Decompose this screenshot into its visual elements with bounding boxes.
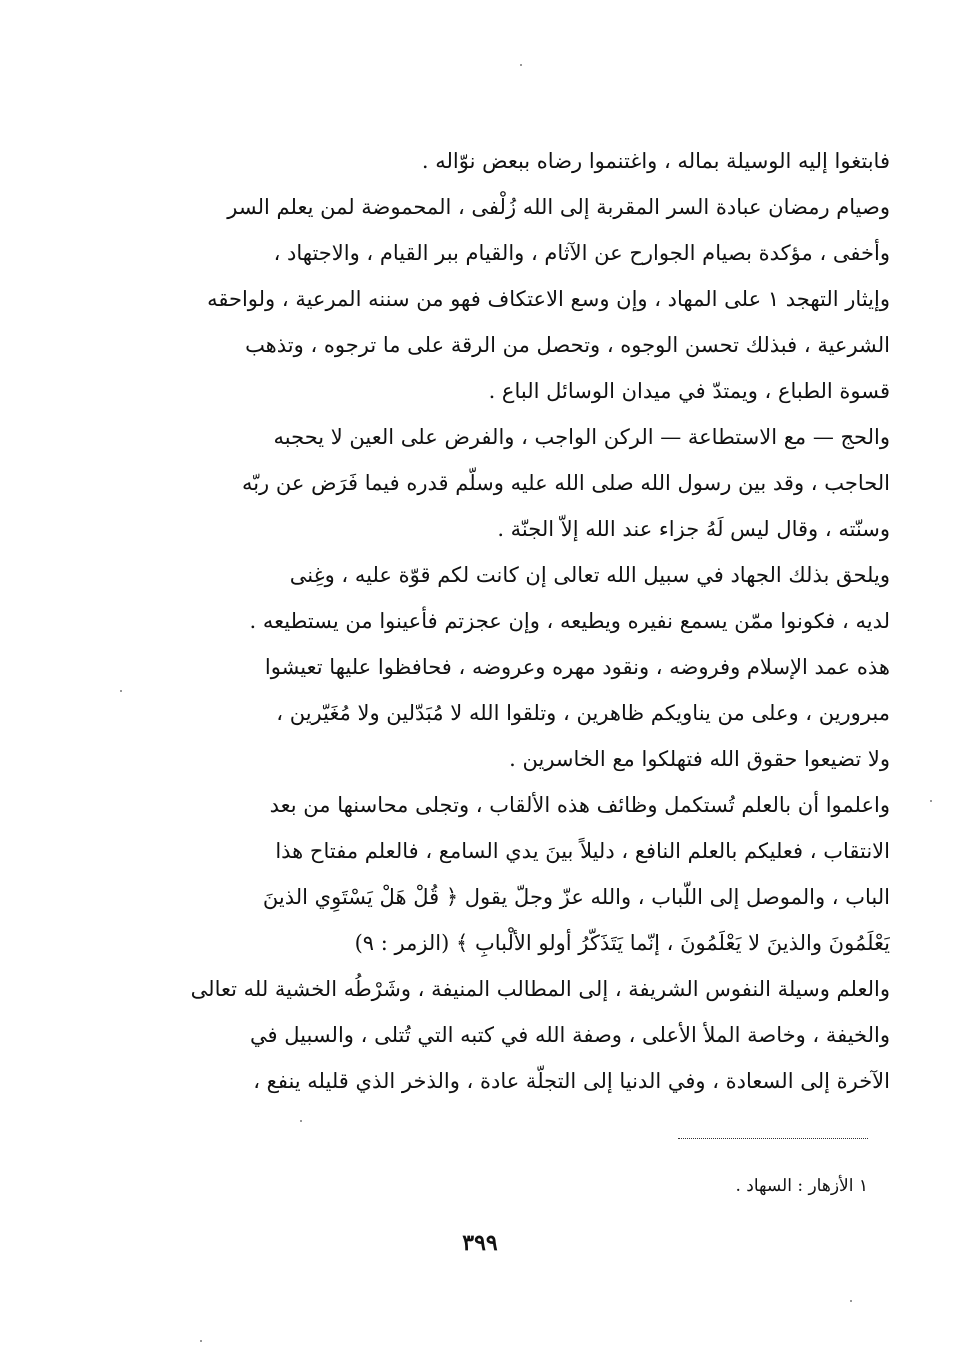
- scan-speck: [850, 1300, 852, 1302]
- scan-speck: [200, 1340, 202, 1342]
- body-line: الحاجب ، وقد بين رسول الله صلى الله عليه وسلّم قدره فيما فَرَض عن ربّه: [241, 471, 890, 495]
- body-line: واعلموا أن بالعلم تُستكمل وظائف هذه الألقاب ، وتجلى محاسنها من بعد: [269, 793, 890, 817]
- body-text: [160, 138, 890, 1104]
- body-line: لديه ، فكونوا ممّن يسمع نفيره ويطيعه ، وإن عجزتم فأعينوا من يستطيعه .: [249, 609, 890, 633]
- body-line: وأخفى ، مؤكدة بصيام الجوارح عن الآثام ، والقيام ببر القيام ، والاجتهاد ،: [273, 241, 890, 265]
- body-line: الانتقاب ، فعليكم بالعلم النافع ، دليلاً بينَ يدي السامع ، فالعلم مفتاح هذا: [275, 839, 890, 863]
- scan-speck: [930, 800, 932, 802]
- body-line: ويلحق بذلك الجهاد في سبيل الله تعالى إن كانت لكم قوّة عليه ، وغِنى: [289, 563, 890, 587]
- body-line: الشرعية ، فبذلك تحسن الوجوه ، وتحصل من الرقة على ما ترجوه ، وتذهب: [245, 333, 890, 357]
- body-line: ولا تضيعوا حقوق الله فتهلكوا مع الخاسرين .: [509, 747, 890, 771]
- body-line: والحج — مع الاستطاعة — الركن الواجب ، والفرض على العين لا يحجبه: [273, 425, 890, 449]
- body-line: مبرورين ، وعلى من يناويكم ظاهرين ، وتلقوا الله لا مُبَدّلين ولا مُغَيّرين ،: [276, 701, 890, 725]
- body-line: الآخرة إلى السعادة ، وفي الدنيا إلى التجلّة عادة ، والذخر الذي قليله ينفع ،: [253, 1069, 890, 1093]
- body-line: فابتغوا إليه الوسيلة بماله ، واغتنموا رضاه ببعض نوّاله .: [421, 149, 890, 173]
- page-number: ٣٩٩: [462, 1230, 498, 1256]
- body-line: وإيثار التهجد ١ على المهاد ، وإن وسع الاعتكاف فهو من سننه المرعية ، ولواحقه: [207, 287, 890, 311]
- body-line: قسوة الطباع ، ويمتدّ في ميدان الوسائل الباع .: [488, 379, 890, 403]
- body-line: وصيام رمضان عبادة السر المقربة إلى الله زُلْفى ، المحموضة لمن يعلم السر: [227, 195, 890, 219]
- body-line: هذه عمد الإسلام وفروضه ، ونقود مهره وعروضه ، فحافظوا عليها تعيشوا: [264, 655, 890, 679]
- scan-speck: [120, 690, 122, 692]
- footnote-divider: [678, 1138, 868, 1139]
- footnote: ١ الأزهار : السهاد .: [735, 1176, 868, 1196]
- scan-speck: [300, 1120, 302, 1122]
- body-line: يَعْلَمُونَ والذينَ لا يَعْلَمُونَ ، إنّما يَتَذَكّرُ أولو الألْبابِ ﴾ (الزمر : ٩): [354, 931, 890, 955]
- scan-speck: [520, 64, 522, 66]
- body-line: وسنّته ، وقال ليس لَهُ جزاء عند الله إلاّ الجنّة .: [497, 517, 890, 541]
- body-line: والعلم وسيلة النفوس الشريفة ، إلى المطالب المنيفة ، وشَرْطُه الخشية لله تعالى: [190, 977, 890, 1001]
- body-line: والخيفة ، وخاصة الملأ الأعلى ، وصفة الله في كتبه التي تُتلى ، والسبيل في: [250, 1023, 890, 1047]
- body-line: الباب ، والموصل إلى اللّباب ، والله عزّ وجلّ يقول ﴿ قُلْ هَلْ يَسْتَوِي الذينَ: [262, 885, 890, 909]
